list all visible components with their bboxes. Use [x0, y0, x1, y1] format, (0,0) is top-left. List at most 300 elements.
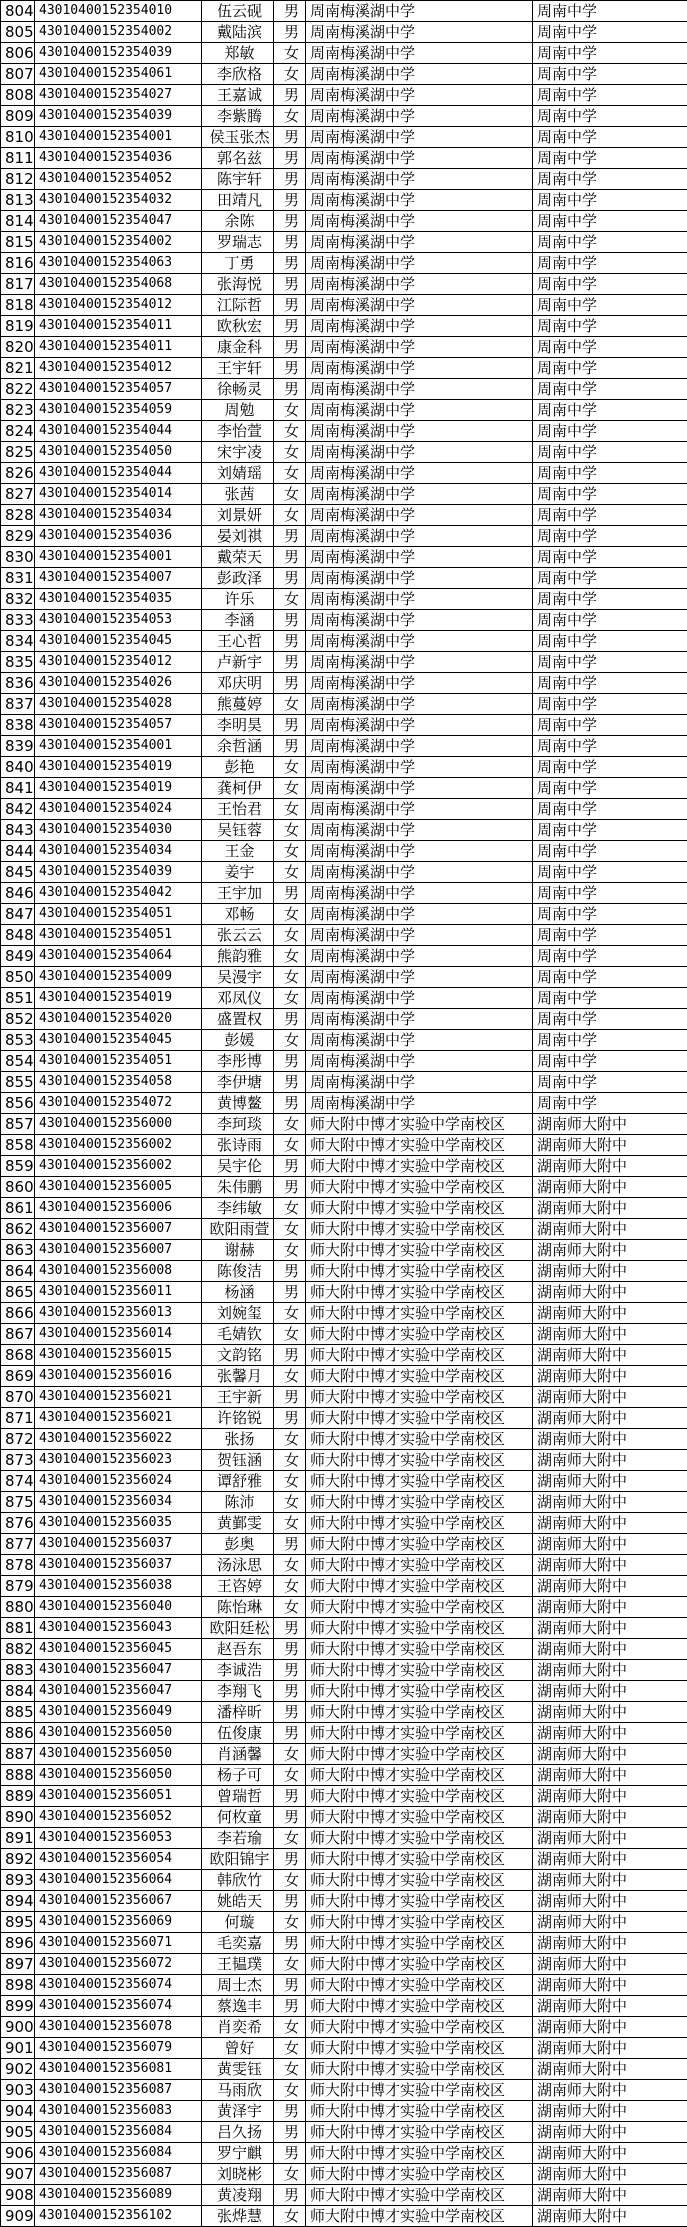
school-cell: 周南梅溪湖中学: [306, 778, 533, 799]
table-row: [1, 1303, 687, 1324]
row-number-cell: 877: [1, 1534, 35, 1555]
table-row: [1, 295, 687, 316]
table-row: [1, 1240, 687, 1261]
gender-cell: 女: [274, 421, 306, 442]
school-group-cell: 湖南师大附中: [533, 1996, 687, 2017]
student-id-cell: 43010400152356000: [35, 1114, 202, 1135]
gender-cell: 男: [274, 715, 306, 736]
row-number-cell: 866: [1, 1303, 35, 1324]
school-cell: 师大附中博才实验中学南校区: [306, 1429, 533, 1450]
table-row: [1, 1009, 687, 1030]
school-group-cell: 湖南师大附中: [533, 1786, 687, 1807]
school-cell: 周南梅溪湖中学: [306, 883, 533, 904]
table-row: [1, 1975, 687, 1996]
row-number-cell: 836: [1, 673, 35, 694]
table-row: [1, 253, 687, 274]
table-row: [1, 1912, 687, 1933]
school-group-cell: 周南中学: [533, 232, 687, 253]
student-id-cell: 43010400152356071: [35, 1933, 202, 1954]
student-name-cell: 吴漫宇: [202, 967, 274, 988]
school-group-cell: 湖南师大附中: [533, 1261, 687, 1282]
row-number-cell: 904: [1, 2101, 35, 2122]
gender-cell: 男: [274, 2122, 306, 2143]
student-id-cell: 43010400152356047: [35, 1681, 202, 1702]
row-number-cell: 895: [1, 1912, 35, 1933]
school-group-cell: 周南中学: [533, 1072, 687, 1093]
student-id-cell: 43010400152356051: [35, 1786, 202, 1807]
school-group-cell: 湖南师大附中: [533, 1660, 687, 1681]
student-id-cell: 43010400152356069: [35, 1912, 202, 1933]
student-id-cell: 43010400152356067: [35, 1891, 202, 1912]
school-cell: 师大附中博才实验中学南校区: [306, 2164, 533, 2185]
gender-cell: 男: [274, 1345, 306, 1366]
table-row: [1, 1891, 687, 1912]
table-row: [1, 316, 687, 337]
row-number-cell: 841: [1, 778, 35, 799]
row-number-cell: 830: [1, 547, 35, 568]
student-id-cell: 43010400152356050: [35, 1744, 202, 1765]
school-cell: 师大附中博才实验中学南校区: [306, 1891, 533, 1912]
student-id-cell: 43010400152354001: [35, 127, 202, 148]
row-number-cell: 856: [1, 1093, 35, 1114]
table-row: [1, 2143, 687, 2164]
table-row: [1, 610, 687, 631]
gender-cell: 女: [274, 862, 306, 883]
student-id-cell: 43010400152354014: [35, 484, 202, 505]
school-cell: 师大附中博才实验中学南校区: [306, 1303, 533, 1324]
school-cell: 周南梅溪湖中学: [306, 274, 533, 295]
student-id-cell: 43010400152356079: [35, 2038, 202, 2059]
student-id-cell: 43010400152356011: [35, 1282, 202, 1303]
row-number-cell: 896: [1, 1933, 35, 1954]
school-cell: 周南梅溪湖中学: [306, 316, 533, 337]
student-id-cell: 43010400152354039: [35, 106, 202, 127]
school-cell: 周南梅溪湖中学: [306, 946, 533, 967]
school-group-cell: 湖南师大附中: [533, 1471, 687, 1492]
student-name-cell: 张馨月: [202, 1366, 274, 1387]
row-number-cell: 812: [1, 169, 35, 190]
table-row: [1, 358, 687, 379]
school-cell: 师大附中博才实验中学南校区: [306, 1471, 533, 1492]
gender-cell: 男: [274, 1534, 306, 1555]
row-number-cell: 873: [1, 1450, 35, 1471]
student-name-cell: 伍俊康: [202, 1723, 274, 1744]
school-cell: 周南梅溪湖中学: [306, 85, 533, 106]
gender-cell: 男: [274, 883, 306, 904]
school-group-cell: 周南中学: [533, 1093, 687, 1114]
school-cell: 师大附中博才实验中学南校区: [306, 1765, 533, 1786]
gender-cell: 女: [274, 1828, 306, 1849]
student-name-cell: 陈宇轩: [202, 169, 274, 190]
row-number-cell: 863: [1, 1240, 35, 1261]
student-name-cell: 邓凤仪: [202, 988, 274, 1009]
student-id-cell: 43010400152354064: [35, 946, 202, 967]
student-name-cell: 毛奕嘉: [202, 1933, 274, 1954]
student-id-cell: 43010400152356087: [35, 2164, 202, 2185]
gender-cell: 男: [274, 1, 306, 22]
table-row: [1, 652, 687, 673]
gender-cell: 女: [274, 106, 306, 127]
school-group-cell: 周南中学: [533, 988, 687, 1009]
school-group-cell: 周南中学: [533, 925, 687, 946]
school-group-cell: 周南中学: [533, 22, 687, 43]
student-name-cell: 丁勇: [202, 253, 274, 274]
row-number-cell: 839: [1, 736, 35, 757]
school-group-cell: 湖南师大附中: [533, 1513, 687, 1534]
school-group-cell: 周南中学: [533, 652, 687, 673]
school-group-cell: 周南中学: [533, 694, 687, 715]
table-row: [1, 505, 687, 526]
student-id-cell: 43010400152356005: [35, 1177, 202, 1198]
gender-cell: 女: [274, 64, 306, 85]
student-name-cell: 谭舒雅: [202, 1471, 274, 1492]
table-row: [1, 988, 687, 1009]
row-number-cell: 825: [1, 442, 35, 463]
student-name-cell: 李伊塘: [202, 1072, 274, 1093]
school-cell: 师大附中博才实验中学南校区: [306, 2206, 533, 2227]
school-cell: 师大附中博才实验中学南校区: [306, 1870, 533, 1891]
row-number-cell: 855: [1, 1072, 35, 1093]
student-id-cell: 43010400152354042: [35, 883, 202, 904]
school-group-cell: 周南中学: [533, 127, 687, 148]
student-id-cell: 43010400152356084: [35, 2122, 202, 2143]
school-group-cell: 周南中学: [533, 316, 687, 337]
school-cell: 师大附中博才实验中学南校区: [306, 2101, 533, 2122]
student-id-cell: 43010400152356064: [35, 1870, 202, 1891]
school-group-cell: 周南中学: [533, 1009, 687, 1030]
table-row: [1, 946, 687, 967]
school-cell: 周南梅溪湖中学: [306, 925, 533, 946]
table-row: [1, 211, 687, 232]
gender-cell: 男: [274, 610, 306, 631]
table-row: [1, 106, 687, 127]
student-id-cell: 43010400152354012: [35, 358, 202, 379]
table-row: [1, 1681, 687, 1702]
school-cell: 周南梅溪湖中学: [306, 526, 533, 547]
gender-cell: 女: [274, 442, 306, 463]
student-id-cell: 43010400152354001: [35, 547, 202, 568]
student-name-cell: 张茜: [202, 484, 274, 505]
table-row: [1, 673, 687, 694]
table-row: [1, 1702, 687, 1723]
school-cell: 师大附中博才实验中学南校区: [306, 1366, 533, 1387]
gender-cell: 男: [274, 22, 306, 43]
school-group-cell: 周南中学: [533, 1051, 687, 1072]
table-row: [1, 1, 687, 22]
school-cell: 师大附中博才实验中学南校区: [306, 1702, 533, 1723]
school-cell: 周南梅溪湖中学: [306, 1030, 533, 1051]
student-id-cell: 43010400152354027: [35, 85, 202, 106]
student-name-cell: 李若瑜: [202, 1828, 274, 1849]
row-number-cell: 878: [1, 1555, 35, 1576]
student-id-cell: 43010400152356006: [35, 1198, 202, 1219]
school-group-cell: 湖南师大附中: [533, 1912, 687, 1933]
student-id-cell: 43010400152354068: [35, 274, 202, 295]
school-group-cell: 湖南师大附中: [533, 1933, 687, 1954]
row-number-cell: 822: [1, 379, 35, 400]
table-row: [1, 1555, 687, 1576]
row-number-cell: 804: [1, 1, 35, 22]
school-group-cell: 周南中学: [533, 1030, 687, 1051]
student-id-cell: 43010400152354050: [35, 442, 202, 463]
gender-cell: 女: [274, 1576, 306, 1597]
student-id-cell: 43010400152354059: [35, 400, 202, 421]
school-cell: 周南梅溪湖中学: [306, 400, 533, 421]
school-cell: 师大附中博才实验中学南校区: [306, 1744, 533, 1765]
school-cell: 周南梅溪湖中学: [306, 757, 533, 778]
row-number-cell: 807: [1, 64, 35, 85]
gender-cell: 男: [274, 358, 306, 379]
row-number-cell: 842: [1, 799, 35, 820]
gender-cell: 女: [274, 1492, 306, 1513]
row-number-cell: 872: [1, 1429, 35, 1450]
school-group-cell: 湖南师大附中: [533, 2038, 687, 2059]
table-row: [1, 568, 687, 589]
school-cell: 周南梅溪湖中学: [306, 1072, 533, 1093]
student-name-cell: 王嘉诚: [202, 85, 274, 106]
student-name-cell: 王宇新: [202, 1387, 274, 1408]
table-row: [1, 2122, 687, 2143]
school-cell: 周南梅溪湖中学: [306, 484, 533, 505]
student-id-cell: 43010400152356021: [35, 1408, 202, 1429]
school-cell: 师大附中博才实验中学南校区: [306, 1639, 533, 1660]
school-group-cell: 周南中学: [533, 358, 687, 379]
row-number-cell: 809: [1, 106, 35, 127]
school-group-cell: 湖南师大附中: [533, 1597, 687, 1618]
gender-cell: 男: [274, 736, 306, 757]
row-number-cell: 860: [1, 1177, 35, 1198]
gender-cell: 男: [274, 1072, 306, 1093]
gender-cell: 女: [274, 988, 306, 1009]
row-number-cell: 852: [1, 1009, 35, 1030]
student-id-cell: 43010400152356023: [35, 1450, 202, 1471]
row-number-cell: 823: [1, 400, 35, 421]
student-name-cell: 王金: [202, 841, 274, 862]
table-row: [1, 694, 687, 715]
school-group-cell: 湖南师大附中: [533, 2185, 687, 2206]
school-group-cell: 周南中学: [533, 43, 687, 64]
gender-cell: 男: [274, 1786, 306, 1807]
school-group-cell: 湖南师大附中: [533, 1324, 687, 1345]
student-name-cell: 李怡萱: [202, 421, 274, 442]
gender-cell: 女: [274, 1912, 306, 1933]
school-group-cell: 周南中学: [533, 967, 687, 988]
table-row: [1, 421, 687, 442]
student-id-cell: 43010400152354011: [35, 316, 202, 337]
row-number-cell: 861: [1, 1198, 35, 1219]
school-cell: 师大附中博才实验中学南校区: [306, 1198, 533, 1219]
gender-cell: 女: [274, 2059, 306, 2080]
table-row: [1, 1492, 687, 1513]
row-number-cell: 805: [1, 22, 35, 43]
row-number-cell: 897: [1, 1954, 35, 1975]
gender-cell: 女: [274, 1366, 306, 1387]
table-row: [1, 484, 687, 505]
student-id-cell: 43010400152356083: [35, 2101, 202, 2122]
table-row: [1, 799, 687, 820]
row-number-cell: 814: [1, 211, 35, 232]
student-name-cell: 李明昊: [202, 715, 274, 736]
table-row: [1, 400, 687, 421]
school-cell: 师大附中博才实验中学南校区: [306, 1261, 533, 1282]
student-name-cell: 黄博鳌: [202, 1093, 274, 1114]
school-group-cell: 湖南师大附中: [533, 1534, 687, 1555]
student-name-cell: 张云云: [202, 925, 274, 946]
student-id-cell: 43010400152356074: [35, 1975, 202, 1996]
row-number-cell: 850: [1, 967, 35, 988]
student-name-cell: 熊韵雅: [202, 946, 274, 967]
school-cell: 周南梅溪湖中学: [306, 1, 533, 22]
row-number-cell: 886: [1, 1723, 35, 1744]
table-row: [1, 2038, 687, 2059]
student-name-cell: 彭奥: [202, 1534, 274, 1555]
school-cell: 周南梅溪湖中学: [306, 64, 533, 85]
school-cell: 师大附中博才实验中学南校区: [306, 2017, 533, 2038]
student-name-cell: 余陈: [202, 211, 274, 232]
table-row: [1, 1156, 687, 1177]
school-cell: 师大附中博才实验中学南校区: [306, 1912, 533, 1933]
school-cell: 师大附中博才实验中学南校区: [306, 1492, 533, 1513]
student-name-cell: 贺钰涵: [202, 1450, 274, 1471]
school-cell: 周南梅溪湖中学: [306, 22, 533, 43]
school-cell: 师大附中博才实验中学南校区: [306, 1597, 533, 1618]
gender-cell: 男: [274, 1177, 306, 1198]
school-group-cell: 周南中学: [533, 379, 687, 400]
student-name-cell: 王咨婷: [202, 1576, 274, 1597]
school-group-cell: 周南中学: [533, 736, 687, 757]
student-id-cell: 43010400152354009: [35, 967, 202, 988]
gender-cell: 女: [274, 43, 306, 64]
school-cell: 周南梅溪湖中学: [306, 421, 533, 442]
school-group-cell: 湖南师大附中: [533, 1744, 687, 1765]
table-row: [1, 1219, 687, 1240]
student-name-cell: 彭政泽: [202, 568, 274, 589]
student-name-cell: 谢赫: [202, 1240, 274, 1261]
student-name-cell: 文韵铭: [202, 1345, 274, 1366]
table-row: [1, 2206, 687, 2227]
gender-cell: 男: [274, 1849, 306, 1870]
school-group-cell: 湖南师大附中: [533, 2206, 687, 2227]
school-cell: 周南梅溪湖中学: [306, 988, 533, 1009]
row-number-cell: 820: [1, 337, 35, 358]
school-cell: 周南梅溪湖中学: [306, 652, 533, 673]
school-cell: 师大附中博才实验中学南校区: [306, 1513, 533, 1534]
school-group-cell: 周南中学: [533, 295, 687, 316]
row-number-cell: 869: [1, 1366, 35, 1387]
table-row: [1, 1030, 687, 1051]
row-number-cell: 838: [1, 715, 35, 736]
student-name-cell: 彭媛: [202, 1030, 274, 1051]
row-number-cell: 829: [1, 526, 35, 547]
school-group-cell: 湖南师大附中: [533, 2143, 687, 2164]
table-row: [1, 1387, 687, 1408]
gender-cell: 女: [274, 2206, 306, 2227]
school-group-cell: 周南中学: [533, 673, 687, 694]
school-group-cell: 湖南师大附中: [533, 1114, 687, 1135]
row-number-cell: 817: [1, 274, 35, 295]
table-row: [1, 778, 687, 799]
gender-cell: 女: [274, 1135, 306, 1156]
gender-cell: 女: [274, 1219, 306, 1240]
school-cell: 周南梅溪湖中学: [306, 127, 533, 148]
student-name-cell: 姚皓天: [202, 1891, 274, 1912]
student-name-cell: 罗瑞志: [202, 232, 274, 253]
row-number-cell: 864: [1, 1261, 35, 1282]
row-number-cell: 882: [1, 1639, 35, 1660]
row-number-cell: 844: [1, 841, 35, 862]
student-name-cell: 王宇加: [202, 883, 274, 904]
school-group-cell: 周南中学: [533, 274, 687, 295]
student-name-cell: 刘婧瑶: [202, 463, 274, 484]
gender-cell: 男: [274, 1618, 306, 1639]
school-group-cell: 周南中学: [533, 946, 687, 967]
gender-cell: 女: [274, 1240, 306, 1261]
table-row: [1, 1597, 687, 1618]
school-group-cell: 湖南师大附中: [533, 1639, 687, 1660]
table-row: [1, 1996, 687, 2017]
table-row: [1, 64, 687, 85]
table-row: [1, 1933, 687, 1954]
row-number-cell: 898: [1, 1975, 35, 1996]
row-number-cell: 891: [1, 1828, 35, 1849]
school-group-cell: 湖南师大附中: [533, 1555, 687, 1576]
school-cell: 师大附中博才实验中学南校区: [306, 1849, 533, 1870]
gender-cell: 女: [274, 757, 306, 778]
student-id-cell: 43010400152354028: [35, 694, 202, 715]
school-group-cell: 湖南师大附中: [533, 2164, 687, 2185]
student-name-cell: 王怡君: [202, 799, 274, 820]
school-group-cell: 湖南师大附中: [533, 1849, 687, 1870]
student-name-cell: 李诚浩: [202, 1660, 274, 1681]
school-cell: 师大附中博才实验中学南校区: [306, 2185, 533, 2206]
student-id-cell: 43010400152354036: [35, 148, 202, 169]
student-name-cell: 李纬敏: [202, 1198, 274, 1219]
student-id-cell: 43010400152354024: [35, 799, 202, 820]
school-cell: 周南梅溪湖中学: [306, 820, 533, 841]
row-number-cell: 833: [1, 610, 35, 631]
student-name-cell: 黄鄞雯: [202, 1513, 274, 1534]
gender-cell: 男: [274, 2101, 306, 2122]
table-row: [1, 1114, 687, 1135]
student-name-cell: 戴荣天: [202, 547, 274, 568]
school-cell: 周南梅溪湖中学: [306, 967, 533, 988]
school-group-cell: 周南中学: [533, 841, 687, 862]
row-number-cell: 813: [1, 190, 35, 211]
row-number-cell: 811: [1, 148, 35, 169]
school-group-cell: 湖南师大附中: [533, 1954, 687, 1975]
row-number-cell: 808: [1, 85, 35, 106]
school-group-cell: 湖南师大附中: [533, 1198, 687, 1219]
student-id-cell: 43010400152356045: [35, 1639, 202, 1660]
table-row: [1, 2059, 687, 2080]
school-cell: 周南梅溪湖中学: [306, 862, 533, 883]
row-number-cell: 909: [1, 2206, 35, 2227]
gender-cell: 女: [274, 1555, 306, 1576]
table-row: [1, 2164, 687, 2185]
table-row: [1, 1723, 687, 1744]
student-id-cell: 43010400152356054: [35, 1849, 202, 1870]
school-group-cell: 湖南师大附中: [533, 2101, 687, 2122]
school-group-cell: 周南中学: [533, 169, 687, 190]
table-row: [1, 127, 687, 148]
student-name-cell: 黄凌翔: [202, 2185, 274, 2206]
table-row: [1, 274, 687, 295]
table-row: [1, 2185, 687, 2206]
gender-cell: 男: [274, 1408, 306, 1429]
row-number-cell: 880: [1, 1597, 35, 1618]
table-row: [1, 862, 687, 883]
student-name-cell: 毛婧钦: [202, 1324, 274, 1345]
